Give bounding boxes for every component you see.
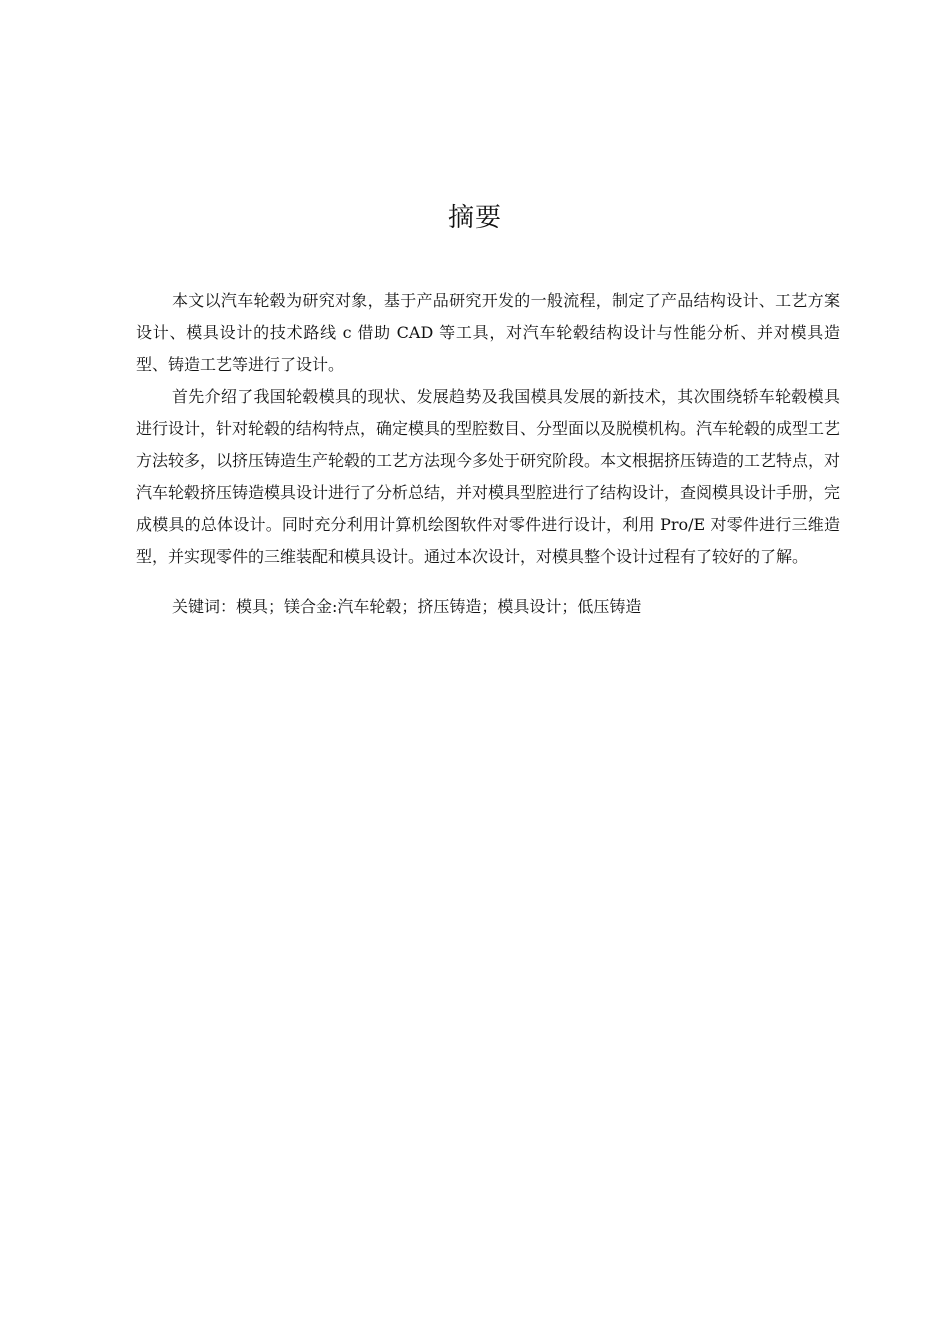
abstract-body bbox=[136, 285, 840, 623]
keywords-line: 关键词：模具；镁合金:汽车轮毂；挤压铸造；模具设计；低压铸造 bbox=[172, 597, 642, 616]
abstract-paragraph-1: 本文以汽车轮毂为研究对象，基于产品研究开发的一般流程，制定了产品结构设计、工艺方案设计、模具设计的技术路线 c 借助 CAD 等工具，对汽车轮毂结构设计与性能分析、并对模具造型、铸造工艺等进行了设计。 bbox=[136, 291, 840, 374]
abstract-title: 摘要 bbox=[447, 203, 502, 233]
abstract-paragraph-2: 首先介绍了我国轮毂模具的现状、发展趋势及我国模具发展的新技术，其次围绕轿车轮毂模具进行设计，针对轮毂的结构特点，确定模具的型腔数目、分型面以及脱模机构。汽车轮毂的成型工艺方法较多，以挤压铸造生产轮毂的工艺方法现今多处于研究阶段。本文根据挤压铸造的工艺特点，对汽车轮毂挤压铸造模具设计进行了分析总结，并对模具型腔进行了结构设计，查阅模具设计手册，完成模具的总体设计。同时充分利用计算机绘图软件对零件进行设计，利用 Pro/E 对零件进行三维造型，并实现零件的三维装配和模具设计。通过本次设计，对模具整个设计过程有了较好的了解。 bbox=[136, 387, 841, 566]
